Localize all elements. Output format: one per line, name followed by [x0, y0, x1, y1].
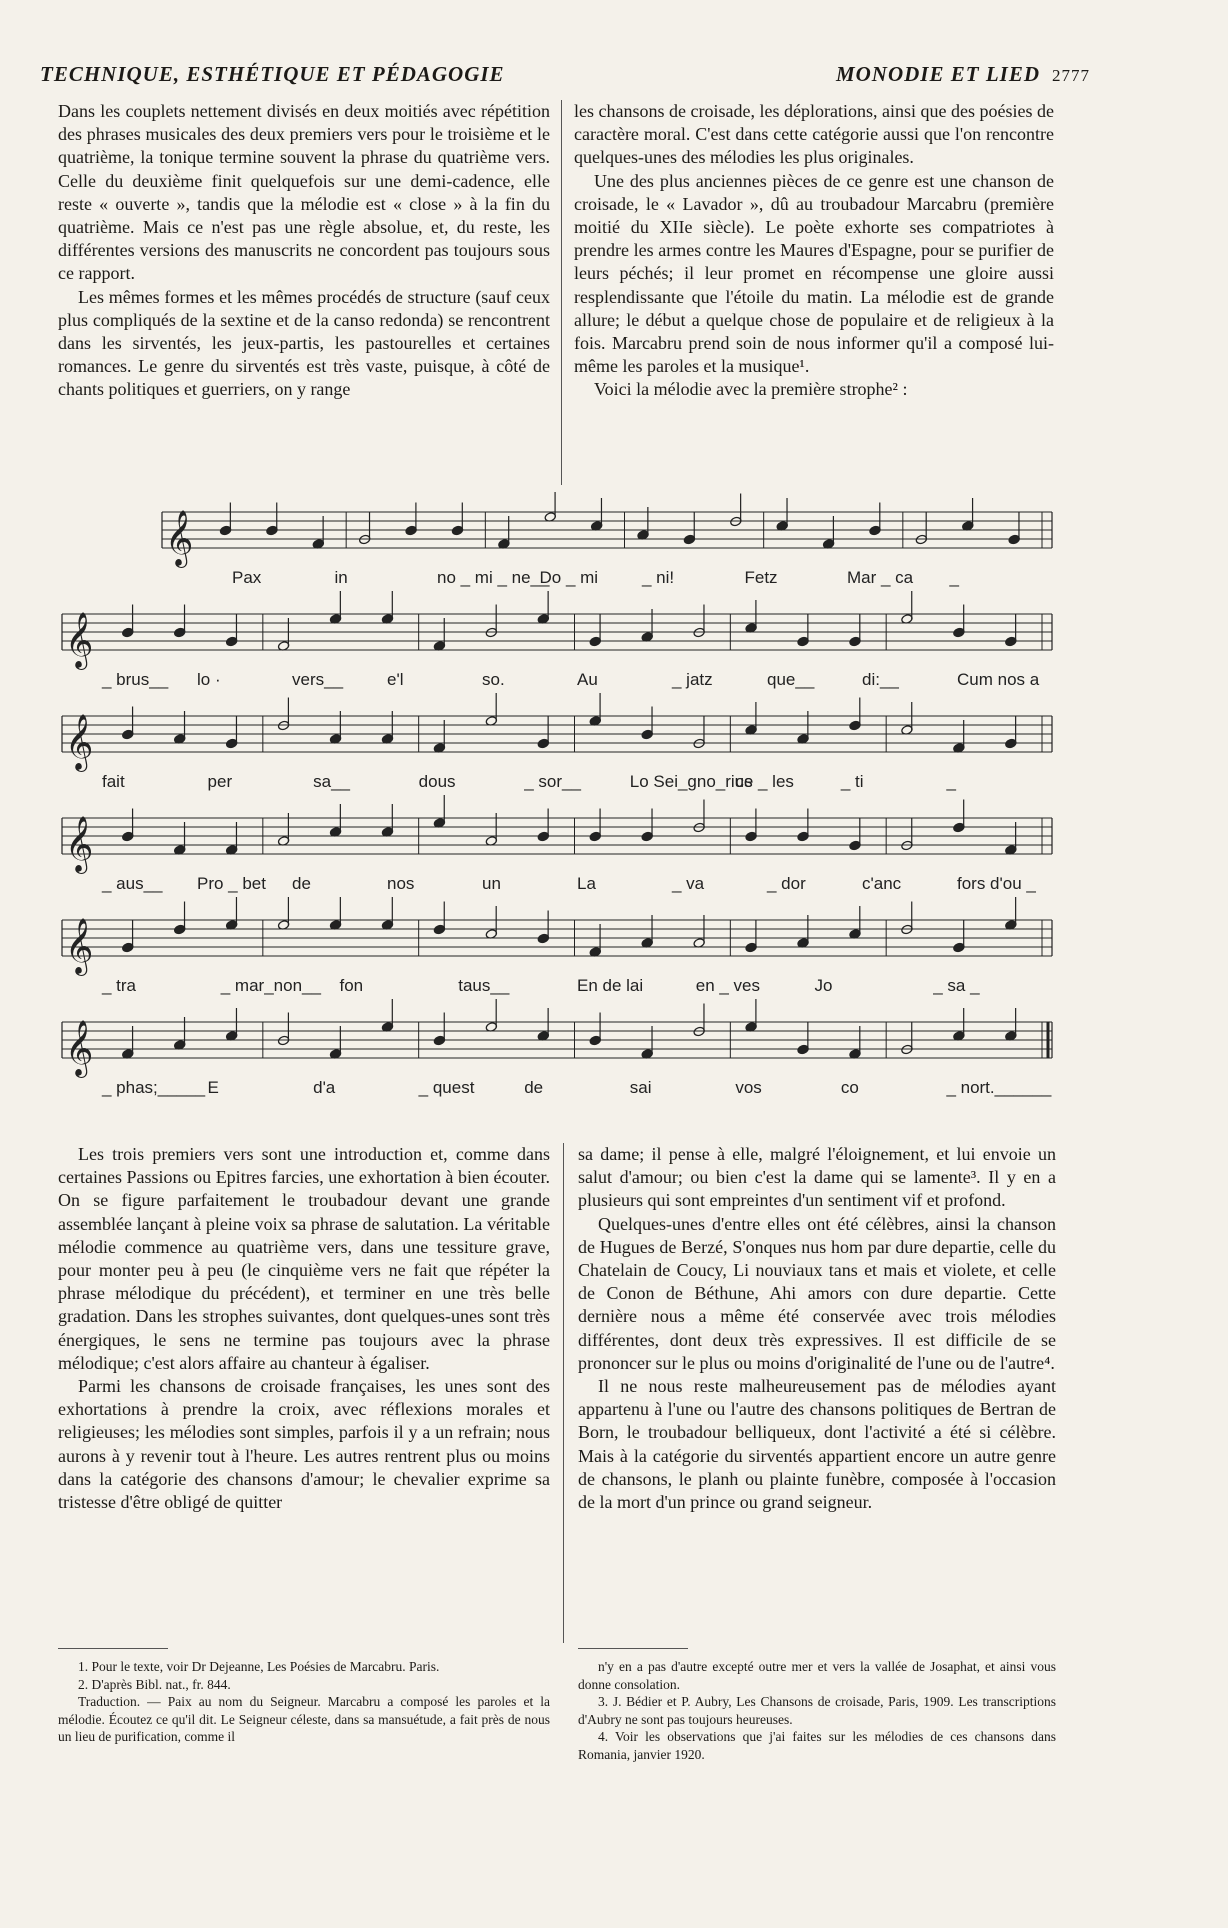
paragraph: Il ne nous reste malheureusement pas de mélodies ayant appartenu à l'une ou l'autre des chansons politiques de Bertran de Born, le troubadour belliqueux, dont l'activité a été si célèbre. Mais à la catégorie du sirventés appartient encore un autre genre de chansons, le planh ou plainte funèbre, composée à l'occasion de la mort d'un prince ou grand seigneur. [578, 1376, 1056, 1513]
paragraph: Dans les couplets nettement divisés en deux moitiés avec répétition des phrases musicales des deux premiers vers pour le troisième et le quatrième, la tonique termine souvent la phrase du quatrième vers. Celle du deuxième finit quelquefois sur une demi-cadence, elle reste « ouverte », tandis que la mélodie est « close » à la fin du quatrième. Mais ce n'est pas une règle absolue, et, du reste, les différentes versions des manuscrits ne concordent pas toujours sous ce rapport. [58, 101, 550, 284]
footnote: 2. D'après Bibl. nat., fr. 844. [78, 1676, 231, 1692]
music-system [62, 591, 1052, 689]
lyric-syllable: ce _ les [735, 772, 794, 791]
lyric-syllable: Cum nos a [957, 670, 1040, 689]
header-section-title: TECHNIQUE, ESTHÉTIQUE ET PÉDAGOGIE [40, 62, 505, 86]
paragraph: les chansons de croisade, les déplorations, ainsi que des poésies de caractère moral. C'est dans cette catégorie aussi que l'on rencontre quelques-unes des mélodies les plus originales. [574, 101, 1054, 168]
column-divider [561, 100, 562, 485]
footnotes-right [578, 1658, 1056, 1763]
footnote: 3. J. Bédier et P. Aubry, Les Chansons de croisade, Paris, 1909. Les transcriptions d'Aubry ne sont pas toujours heureuses. [578, 1694, 1056, 1727]
header-chapter-title: MONODIE ET LIED 2777 [835, 62, 1090, 86]
music-system [62, 999, 1052, 1097]
lyric-syllable: so. [482, 670, 505, 689]
lyric-syllable: no _ mi _ ne__ [437, 568, 550, 587]
lyric-syllable: _ nort.______ [946, 1078, 1052, 1097]
lyric-syllable: taus__ [458, 976, 510, 995]
lyric-syllable: _ [949, 568, 959, 587]
lyric-syllable: Fetz [744, 568, 778, 587]
lyric-syllable: _ quest [418, 1078, 475, 1097]
lyric-syllable: E [207, 1078, 219, 1097]
lyric-syllable: _ brus__ [102, 670, 169, 689]
lyric-syllable: de [292, 874, 311, 893]
lyric-syllable: Lo Sei_gno_rius [629, 772, 753, 791]
lyric-syllable: La [577, 874, 596, 893]
lyric-syllable: dous [418, 772, 456, 791]
lyric-syllable: fors d'ou _ [957, 874, 1036, 893]
lyric-syllable: vers__ [292, 670, 344, 689]
lyric-syllable: fait [102, 772, 125, 791]
lyric-syllable: Pax [232, 568, 262, 587]
lyric-syllable: sa__ [313, 772, 350, 791]
paragraph: Voici la mélodie avec la première strophe² : [594, 379, 908, 400]
top-left-column [58, 100, 550, 402]
music-score [52, 492, 1062, 1112]
lyric-syllable: Pro _ bet [197, 874, 266, 893]
treble-clef-icon: 𝄞 [65, 1020, 94, 1076]
footnote-rule [58, 1648, 168, 1649]
bottom-right-column [578, 1143, 1056, 1514]
music-system [62, 897, 1052, 995]
lyric-syllable: d'a [313, 1078, 336, 1097]
lyric-syllable: En de lai [577, 976, 644, 995]
lyric-syllable: in [334, 568, 348, 587]
treble-clef-icon: 𝄞 [65, 816, 94, 872]
lyric-syllable: _ aus__ [102, 874, 163, 893]
lyric-syllable: _ sa _ [933, 976, 980, 995]
lyric-syllable: _ jatz [672, 670, 713, 689]
lyric-syllable: en _ ves [695, 976, 761, 995]
lyric-syllable: per [207, 772, 233, 791]
lyric-syllable: _ mar_non__ [220, 976, 321, 995]
footnote: 1. Pour le texte, voir Dr Dejeanne, Les Poésies de Marcabru. Paris. [78, 1659, 440, 1674]
treble-clef-icon: 𝄞 [65, 714, 94, 770]
lyric-syllable: de [524, 1078, 544, 1097]
lyric-syllable: lo · [197, 670, 221, 689]
lyric-syllable: Do _ mi [539, 568, 599, 587]
lyric-syllable: nos [387, 874, 415, 893]
lyric-syllable: _ [946, 772, 956, 791]
paragraph: Les trois premiers vers sont une introduction et, comme dans certaines Passions ou Epitres farcies, une exhortation à bien écouter. On se figure parfaitement le troubadour devant une grande assemblée lançant à pleine voix sa phrase de salutation. La véritable mélodie commence au quatrième vers, dans une tessiture grave, pour monter peu à peu (le cinquième vers ne fait que répéter la phrase mélodique du précédent), et terminer en une très belle gradation. Dans les strophes suivantes, dont quelques-unes sont très énergiques, le sens ne termine pas toujours avec la phrase mélodique; c'est alors affaire au chanteur à égaliser. [58, 1144, 550, 1373]
lyric-syllable: di:__ [862, 670, 899, 689]
bottom-left-column [58, 1143, 550, 1514]
footnote: n'y en a pas d'autre excepté outre mer et vers la vallée de Josaphat, et ainsi vous donne consolation. [578, 1659, 1056, 1692]
footnote-rule [578, 1648, 688, 1649]
lyric-syllable: c'anc [862, 874, 902, 893]
running-header [40, 62, 1090, 88]
lyric-syllable: _ phas;_____ [102, 1078, 206, 1097]
paragraph: Quelques-unes d'entre elles ont été célèbres, ainsi la chanson de Hugues de Berzé, S'onques nus hom par dure departie, celle du Chatelain de Coucy, Li nouviaux tans et mais et violete, et celle de Conon de Béthune, Ahi amors con dure departie. Cette dernière nous a même été conservée avec trois mélodies différentes, dont deux très expressives. Il est difficile de se prononcer sur le plus ou moins d'originalité de l'une ou de l'autre⁴. [578, 1213, 1056, 1373]
lyric-syllable: _ dor [767, 874, 806, 893]
lyric-syllable: _ va [672, 874, 705, 893]
lyric-syllable: fon [339, 976, 364, 995]
lyric-syllable: _ ti [840, 772, 864, 791]
footnote: Traduction. — Paix au nom du Seigneur. Marcabru a composé les paroles et la mélodie. Écoutez ce qu'il dit. Le Seigneur céleste, dans sa mansuétude, a fait près de nous un lieu de purification, comme il [58, 1694, 550, 1744]
music-system [162, 492, 1052, 587]
column-divider [563, 1143, 564, 1643]
lyric-syllable: vos [735, 1078, 762, 1097]
lyric-syllable: que__ [767, 670, 815, 689]
lyric-syllable: sai [629, 1078, 652, 1097]
lyric-syllable: Au [577, 670, 598, 689]
lyric-syllable: _ ni! [642, 568, 675, 587]
footnote: 4. Voir les observations que j'ai faites sur les mélodies de ces chansons dans Romania, janvier 1920. [578, 1729, 1056, 1762]
page-number: 2777 [1052, 66, 1090, 85]
lyric-syllable: _ sor__ [524, 772, 581, 791]
top-right-column [574, 100, 1054, 402]
paragraph: Une des plus anciennes pièces de ce genre est une chanson de croisade, le « Lavador », dû au troubadour Marcabru (première moitié du XIIe siècle). Le poète exhorte ses compatriotes à prendre les armes contre les Maures d'Espagne, pour se purifier de leurs péchés; il leur promet en récompense une gloire aussi resplendissante que l'étoile du matin. La mélodie est de grande allure; le début a quelque chose de populaire et de religieux à la fois. Marcabru prend soin de nous informer qu'il a composé lui-même les paroles et la musique¹. [574, 170, 1054, 377]
lyric-syllable: Jo [814, 976, 833, 995]
paragraph: sa dame; il pense à elle, malgré l'éloignement, et lui envoie un salut d'amour; ou bien c'est la dame qui se lamente³. Il y en a plusieurs qui sont empreintes d'un sentiment vif et profond. [578, 1144, 1056, 1211]
treble-clef-icon: 𝄞 [65, 612, 94, 668]
lyric-syllable: Mar _ ca [847, 568, 914, 587]
paragraph: Parmi les chansons de croisade françaises, les unes sont des exhortations à prendre la croix, avec réflexions morales et religieuses; les mélodies sont simples, parfois il y a un refrain; nous aurons à y revenir tout à l'heure. Les autres rentrent plus ou moins dans la catégorie des chansons d'amour; le chevalier exprime sa tristesse d'être obligé de quitter [58, 1376, 550, 1513]
lyric-syllable: co [840, 1078, 859, 1097]
lyric-syllable: un [482, 874, 501, 893]
music-system [62, 693, 1052, 791]
paragraph: Les mêmes formes et les mêmes procédés de structure (sauf ceux plus compliqués de la sextine et de la canso redonda) se rencontrent dans les sirventés, les jeux-partis, les pastourelles et certaines romances. Le genre du sirventés est très vaste, puisque, à côté de chants politiques et guerriers, on y range [58, 286, 550, 400]
treble-clef-icon: 𝄞 [165, 510, 194, 566]
lyric-syllable: e'l [387, 670, 404, 689]
music-system [62, 795, 1052, 893]
treble-clef-icon: 𝄞 [65, 918, 94, 974]
footnotes-left [58, 1658, 550, 1746]
lyric-syllable: _ tra [102, 976, 137, 995]
